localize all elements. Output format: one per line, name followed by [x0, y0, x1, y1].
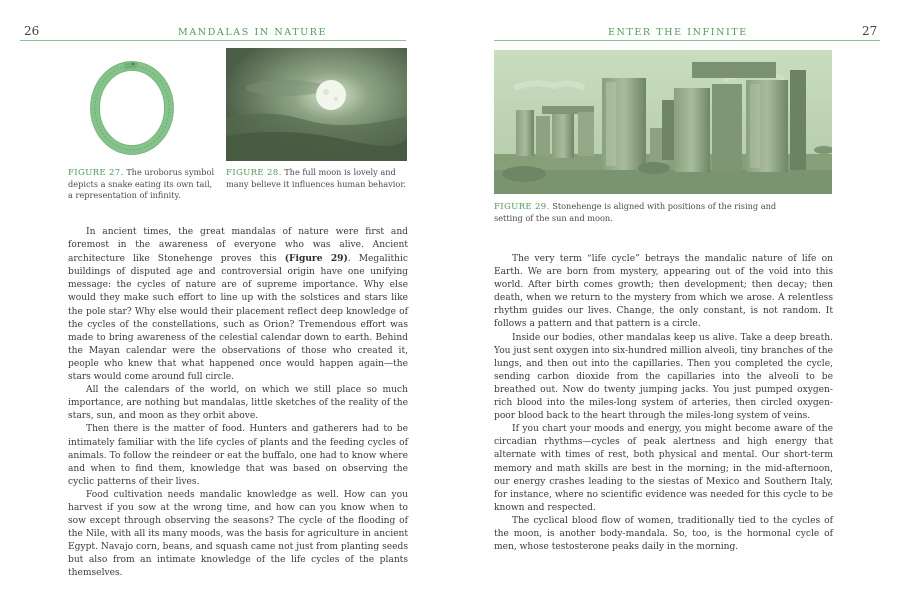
figure-27-label: FIGURE 27. [68, 168, 124, 178]
figure-27-text: The uroborus symbol depicts a snake eating its own tail, a representation of infinity. [68, 167, 215, 200]
figure-29-label: FIGURE 29. [494, 202, 550, 212]
uroborus-illustration [84, 52, 180, 160]
figure-29-caption [494, 201, 804, 224]
right-header-rule [494, 40, 880, 41]
left-paragraph-1 [68, 226, 408, 384]
left-paragraph-4: Food cultivation needs mandalic knowledge as well. How can you harvest if you sow at the wrong time, and how can you know when to sow except through observing the seasons? The cycle of the flooding of the Nile, with all its many moods, was the basis for agriculture in ancient Egypt. Navajo corn, beans, and squash came not just from planting seeds but also from an intimate knowledge of the life cycles of the plants themselves. [68, 489, 408, 579]
figure-28-caption [226, 167, 408, 190]
left-running-head: MANDALAS IN NATURE [178, 27, 328, 38]
figure-29-text: Stonehenge is aligned with positions of the rising and setting of the sun and moon. [494, 201, 777, 223]
left-paragraph-3: Then there is the matter of food. Hunters and gatherers had to be intimately familiar with the life cycles of plants and the feeding cycles of animals. To follow the reindeer or eat the buffalo, one had to know where and when to find them, knowledge that was based on observing the cyclic patterns of their lives. [68, 424, 408, 487]
left-header-rule [20, 40, 406, 41]
right-paragraph-3: If you chart your moods and energy, you might become aware of the circadian rhythms—cycles of peak alertness and high energy that alternate with times of rest, both physical and mental. Our short-term memory and math skills are best in the morning; in the mid-afternoon, our energy crashes leading to the siestas of Mexico and Southern Italy, for instance, where no scientific evidence was needed for this cycle to be known and respected. [494, 424, 833, 513]
right-body-text [494, 253, 833, 554]
right-page-number: 27 [862, 24, 878, 38]
figure-29-reference: (Figure 29) [284, 253, 348, 265]
left-p1-start: In ancient times, the great mandalas of nature were first and foremost in the awareness of everyone who was alive. Ancient architecture like Stonehenge proves this [68, 227, 408, 265]
full-moon-photo [226, 48, 407, 161]
figure-27-caption [68, 167, 216, 201]
right-running-head: ENTER THE INFINITE [608, 27, 748, 38]
left-p1-end: . Megalithic buildings of disputed age and controversial origin have one unifying message: the cycles of nature are of supreme importance. Why else would they make such effort to line up with the solstices and stars like the pole star? Why else would their placement reflect deep knowledge of the cycles of the constellations, such as Orion? Tremendous effort was made to bring awareness of the celestial calendar down to earth. Behind the Mayan calendar were the observations of those who created it, people who knew that what happened once would happen again—the stars would come around full circle. [68, 254, 408, 383]
left-paragraph-2: All the calendars of the world, on which we still place so much importance, are nothing but mandalas, little sketches of the reality of the stars, sun, and moon as they orbit above. [68, 385, 408, 422]
figure-28-label: FIGURE 28. [226, 168, 282, 178]
figure-28-text: The full moon is lovely and many believe it influences human behavior. [226, 167, 406, 189]
left-body-text [68, 226, 408, 581]
right-paragraph-4: The cyclical blood flow of women, traditionally tied to the cycles of the moon, is another body-mandala. So, too, is the hormonal cycle of men, whose testosterone peaks daily in the morning. [494, 515, 833, 553]
right-paragraph-1: The very term “life cycle” betrays the mandalic nature of life on Earth. We are born from mystery, appearing out of the void into this world. After birth comes growth; then development; then decay; then death, when we return to the mystery from which we arose. A relentless rhythm guides our lives. Change, the only constant, is not random. It follows a pattern and that pattern is a circle. [494, 254, 833, 330]
left-page-number: 26 [24, 24, 40, 38]
stonehenge-photo [494, 50, 832, 194]
right-paragraph-2: Inside our bodies, other mandalas keep us alive. Take a deep breath. You just sent oxygen into six-hundred million alveoli, tiny branches of the lungs, and then out into the capillaries. Then you completed the cycle, sending carbon dioxide from the capillaries into the alveoli to be breathed out. Now do twenty jumping jacks. You just pumped oxygen-rich blood into the miles-long system of arteries, then circled oxygen-poor blood back to the heart through the miles-long system of veins. [494, 332, 833, 422]
